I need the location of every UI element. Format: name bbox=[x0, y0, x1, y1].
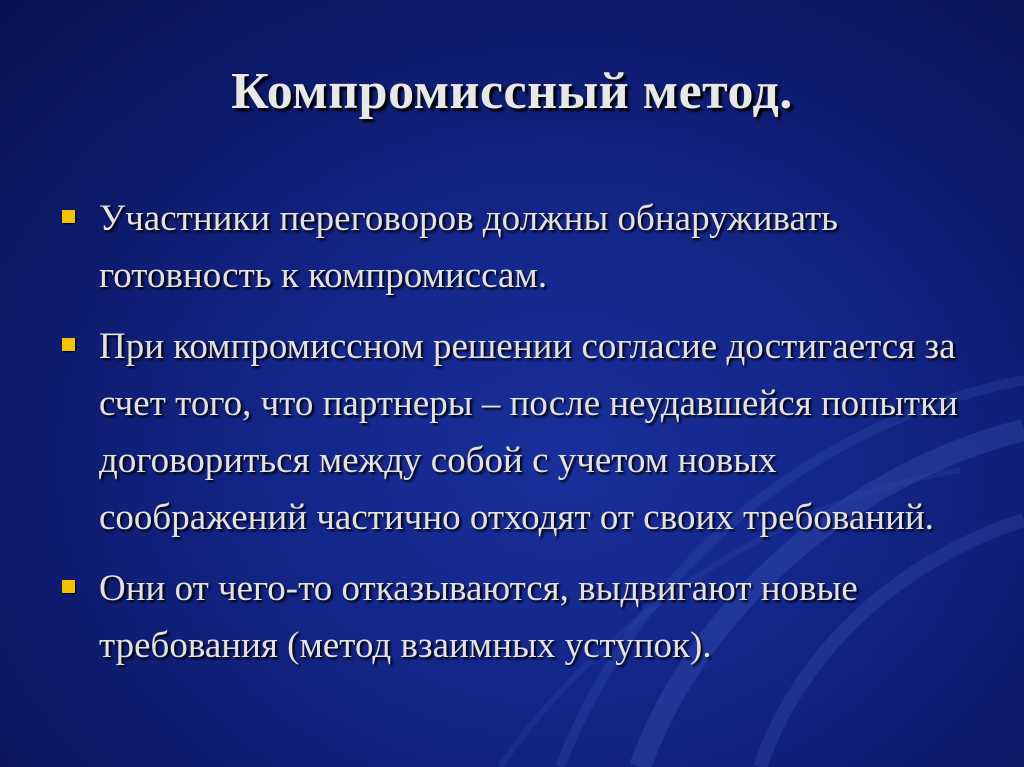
square-bullet-icon bbox=[62, 338, 75, 351]
bullet-item bbox=[62, 318, 982, 546]
bullet-text: Они от чего-то отказываются, выдвигают новые требования (метод взаимных уступок). bbox=[99, 568, 858, 666]
bullet-text: При компромиссном решении согласие достигается за счет того, что партнеры – после неудавшейся попытки договориться между собой с учетом новых соображений частично отходят от своих требований. bbox=[99, 326, 958, 538]
slide-title: Компромиссный метод. bbox=[231, 63, 793, 120]
bullet-list bbox=[62, 190, 982, 688]
bullet-item bbox=[62, 190, 982, 304]
square-bullet-icon bbox=[62, 210, 75, 223]
bullet-item bbox=[62, 560, 982, 674]
square-bullet-icon bbox=[62, 580, 75, 593]
bullet-text: Участники переговоров должны обнаруживать готовность к компромиссам. bbox=[99, 198, 838, 296]
